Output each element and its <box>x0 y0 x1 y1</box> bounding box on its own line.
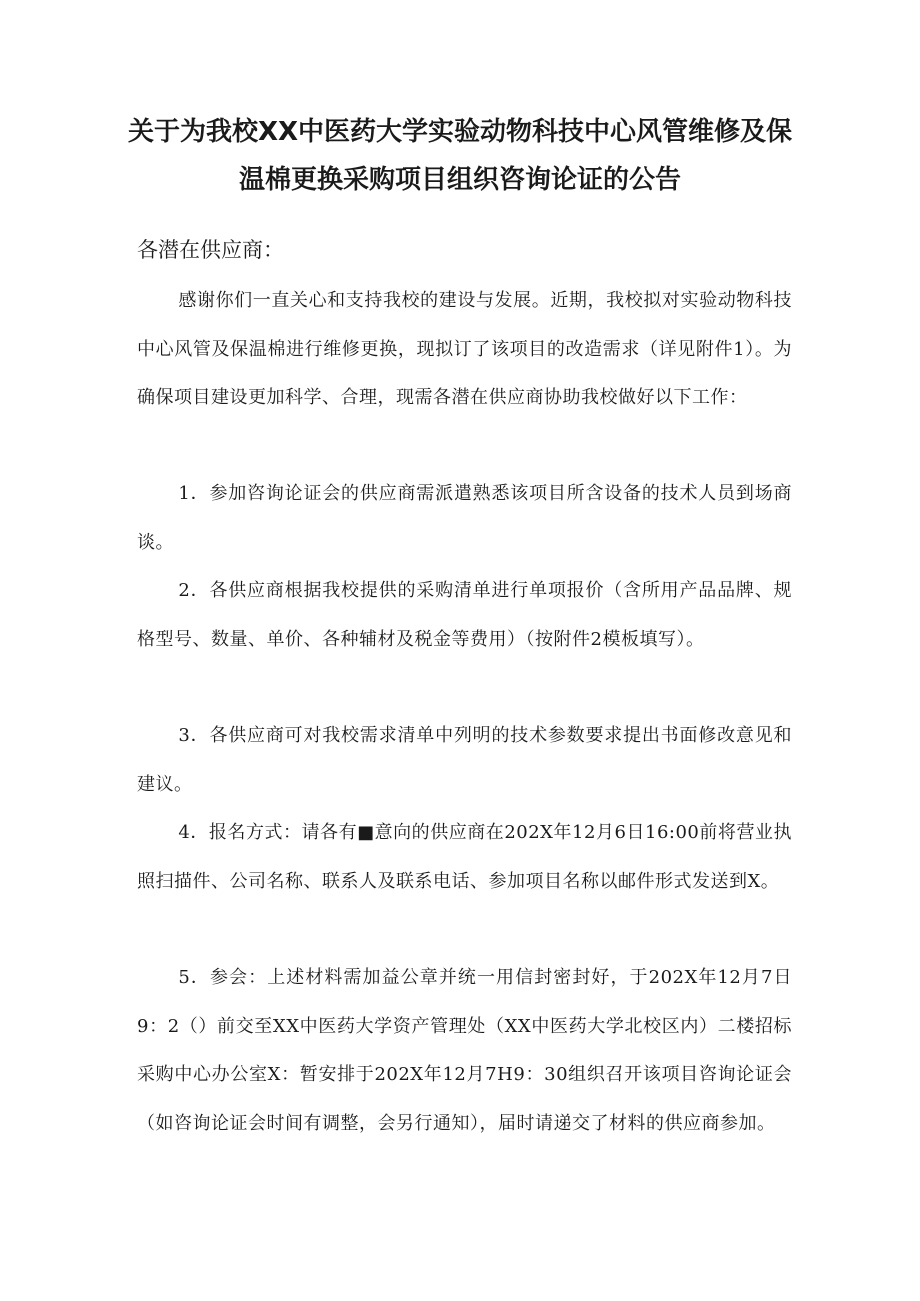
item-3-paragraph: 3．各供应商可对我校需求清单中列明的技术参数要求提出书面修改意见和建议。 <box>137 725 792 795</box>
item-4-paragraph: 4．报名方式：请各有■意向的供应商在202X年12月6日16:00前将营业执照扫描件、公司名称、联系人及联系电话、参加项目名称以邮件形式发送到X。 <box>137 822 792 892</box>
item-5-paragraph: 5．参会：上述材料需加益公章并统一用信封密封好，于202X年12月7日9：2（）前交至XX中医药大学资产管理处（XX中医药大学北校区内）二楼招标采购中心办公室X：暂安排于202X年12月7H9：30组织召开该项目咨询论证会（如咨询论证会时间有调整，会另行通知），届时请递交了材料的供应商参加。 <box>137 967 792 1134</box>
salutation: 各潜在供应商： <box>137 238 284 262</box>
item-1-paragraph: 1．参加咨询论证会的供应商需派遣熟悉该项目所含设备的技术人员到场商谈。 <box>137 483 792 553</box>
document-title-line-2: 温棉更换采购项目组织咨询论证的公告 <box>238 165 681 195</box>
document-title-line-1: 关于为我校XX中医药大学实验动物科技中心风管维修及保 <box>127 117 793 147</box>
item-2-paragraph: 2．各供应商根据我校提供的采购清单进行单项报价（含所用产品品牌、规格型号、数量、单价、各种辅材及税金等费用）（按附件2模板填写）。 <box>137 580 792 650</box>
intro-paragraph: 感谢你们一直关心和支持我校的建设与发展。近期，我校拟对实验动物科技中心风管及保温棉进行维修更换，现拟订了该项目的改造需求（详见附件1）。为确保项目建设更加科学、合理，现需各潜在供应商协助我校做好以下工作： <box>137 290 792 408</box>
